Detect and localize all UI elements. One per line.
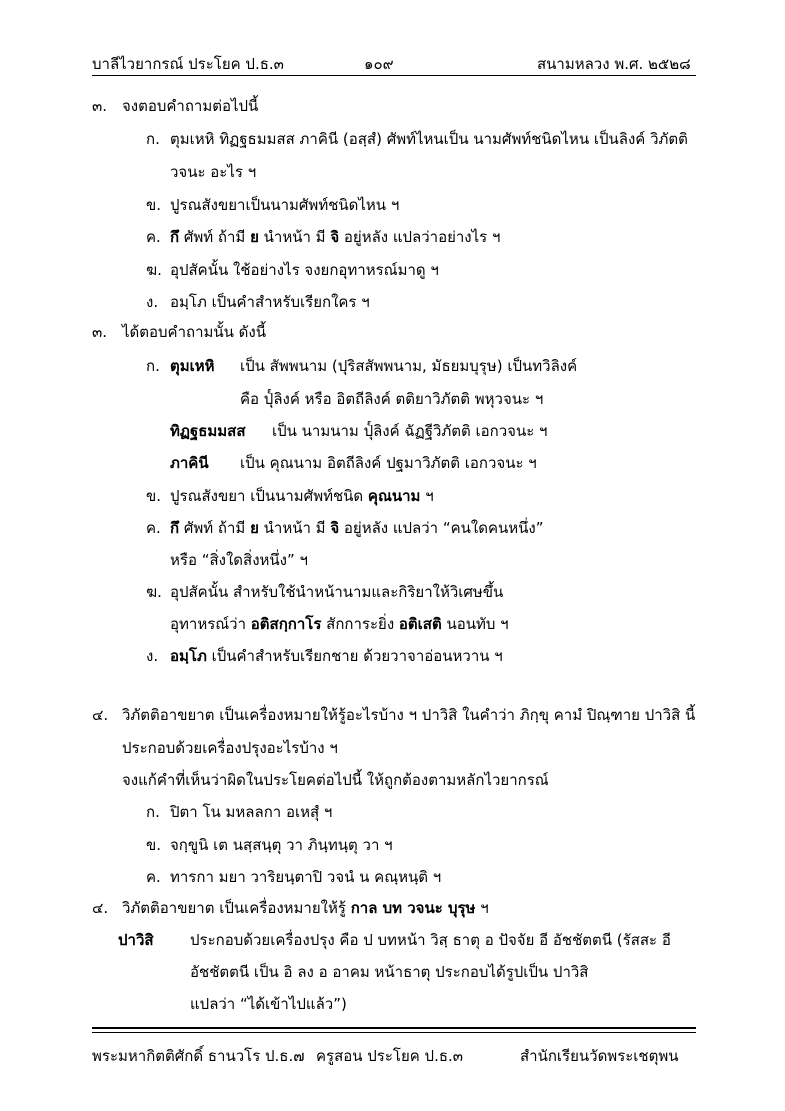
a3-d-example: [170, 614, 509, 634]
page-number: ๑๐๙: [364, 55, 394, 73]
q4-line3: จงแก้คำที่เห็นว่าผิดในประโยคต่อไปนี้ ให้ถูกต้องตามหลักไวยากรณ์: [122, 771, 549, 789]
q3-a-text: ตุมเหหิ ทิฏฐธมมสส ภาคินี (อสฺสํ) ศัพท์ไหนเป็น นามศัพท์ชนิดไหน เป็นลิงค์ วิภัตติ: [170, 130, 688, 148]
a3-c-part1: ศัพท์ ถ้ามี: [179, 519, 251, 537]
header-rule: [92, 75, 696, 76]
a4-line1-bold: กาล บท วจนะ บุรุษ: [350, 899, 476, 917]
q4-line2: ประกอบด้วยเครื่องปรุงอะไรบ้าง ฯ: [122, 739, 338, 757]
q3-c-kim: กึ: [170, 228, 180, 246]
a3-c-text-cont: หรือ “สิ่งใดสิ่งหนึ่ง” ฯ: [170, 551, 308, 569]
a3-b-end: ฯ: [420, 487, 434, 505]
q3-c-part1: ศัพท์ ถ้ามี: [179, 228, 251, 246]
a3-a-desc3: เป็น คุณนาม อิตถีลิงค์ ปฐมาวิภัตติ เอกวจนะ ฯ: [240, 454, 537, 472]
a3-a-marker: ก.: [146, 357, 160, 375]
a3-d-example-word2: อติเสติ: [398, 615, 442, 633]
a3-b-marker: ข.: [146, 487, 162, 505]
a3-d-example-word1: อติสกฺกาโร: [250, 615, 322, 633]
a3-d-example-gloss2: นอนทับ ฯ: [441, 615, 509, 633]
q3-c-text: [170, 227, 500, 247]
q3-a-marker: ก.: [146, 130, 160, 148]
a3-c-marker: ค.: [146, 519, 161, 537]
a4-line1-text: วิภัตติอาขยาต เป็นเครื่องหมายให้รู้: [122, 899, 351, 917]
a3-e-marker: ง.: [146, 647, 159, 665]
a4-number: ๔.: [92, 899, 109, 917]
a3-e-bold: อมฺโภ: [170, 647, 207, 665]
header-exam: สนามหลวง พ.ศ. ๒๕๒๘: [537, 55, 691, 73]
q4-line1: วิภัตติอาขยาต เป็นเครื่องหมายให้รู้อะไรบ้าง ฯ ปาวิสิ ในคำว่า ภิกฺขุ คามํ ปิณฺฑาย ปาวิสิ นี้: [122, 706, 696, 724]
q3-b-marker: ข.: [146, 196, 162, 214]
a3-e-text: [170, 646, 503, 666]
q3-c-part3: อยู่หลัง แปลว่าอย่างไร ฯ: [339, 228, 501, 246]
a3-a-desc1-cont: คือ ปุ๎ลิงค์ หรือ อิตถีลิงค์ ตติยาวิภัตติ พหุวจนะ ฯ: [240, 390, 544, 408]
a4-word: ปาวิสิ: [118, 931, 154, 949]
q3-c-marker: ค.: [146, 228, 161, 246]
a3-number: ๓.: [92, 323, 108, 341]
q3-c-ya: ย: [250, 228, 259, 246]
a3-d-text: อุปสัคนั้น สำหรับใช้นำหน้านามและกิริยาให้วิเศษขึ้น: [170, 583, 504, 601]
q4-b-text: จกฺขูนิ เต นสฺสนฺตุ วา ภินฺทนฺตุ วา ฯ: [170, 836, 393, 854]
a4-line1-end: ฯ: [475, 899, 489, 917]
a3-d-example-gloss1: สักการะยิ่ง: [321, 615, 399, 633]
a3-a-word2: ทิฏฐธมมสส: [170, 422, 246, 440]
a3-b-bold: คุณนาม: [367, 487, 421, 505]
a3-c-ci: จิ: [330, 519, 340, 537]
q3-number: ๓.: [92, 97, 108, 115]
q3-e-marker: ง.: [146, 293, 159, 311]
q3-title: จงตอบคำถามต่อไปนี้: [122, 97, 259, 115]
q4-c-marker: ค.: [146, 868, 161, 886]
footer-rule-thin: [92, 1032, 696, 1033]
q3-a-text-cont: วจนะ อะไร ฯ: [170, 163, 257, 181]
q4-a-marker: ก.: [146, 803, 160, 821]
a3-b-text: [170, 486, 434, 506]
a3-title: ได้ตอบคำถามนั้น ดังนี้: [122, 323, 267, 341]
a3-c-text: [170, 518, 544, 538]
a3-a-word3: ภาคินี: [170, 454, 209, 472]
q4-b-marker: ข.: [146, 836, 162, 854]
q3-e-text: อมฺโภ เป็นคำสำหรับเรียกใคร ฯ: [170, 293, 370, 311]
footer-school: สำนักเรียนวัดพระเชตุพน: [520, 1047, 679, 1065]
a3-c-part3: อยู่หลัง แปลว่า “คนใดคนหนึ่ง”: [339, 519, 544, 537]
a3-a-word1: ตุมเหหิ: [170, 357, 215, 375]
a3-c-ya: ย: [250, 519, 259, 537]
a3-a-desc1: เป็น สัพพนาม (ปุริสสัพพนาม, มัธยมบุรุษ) เป็นทวิลิงค์: [240, 357, 578, 375]
q4-a-text: ปิตา โน มหลลกา อเหสุํ ฯ: [170, 803, 333, 821]
a4-desc1: ประกอบด้วยเครื่องปรุง คือ ป บทหน้า วิสฺ ธาตุ อ ปัจจัย อี อัชชัตตนี (รัสสะ อี: [190, 931, 671, 949]
a3-a-desc2: เป็น นามนาม ปุ๎ลิงค์ ฉัฏฐีวิภัตติ เอกวจนะ ฯ: [272, 422, 548, 440]
q3-d-text: อุปสัคนั้น ใช้อย่างไร จงยกอุทาหรณ์มาดู ฯ: [170, 261, 439, 279]
footer-rule-thick: [92, 1027, 696, 1029]
header-title: บาลีไวยากรณ์ ประโยค ป.ธ.๓: [92, 55, 284, 73]
a3-e-rest: เป็นคำสำหรับเรียกชาย ด้วยวาจาอ่อนหวาน ฯ: [206, 647, 503, 665]
q3-d-marker: ฆ.: [146, 261, 162, 279]
a4-desc2: อัชชัตตนี เป็น อิ ลง อ อาคม หน้าธาตุ ประกอบได้รูปเป็น ปาวิสิ: [190, 963, 589, 981]
footer-author: พระมหากิตติศักดิ์ ธานวโร ป.ธ.๗: [92, 1047, 305, 1065]
q3-c-ci: จิ: [330, 228, 340, 246]
a4-desc3: แปลว่า “ได้เข้าไปแล้ว”): [190, 995, 347, 1013]
a3-c-part2: นำหน้า มี: [258, 519, 331, 537]
a4-line1: [122, 898, 489, 918]
q3-c-part2: นำหน้า มี: [258, 228, 331, 246]
footer-role: ครูสอน ประโยค ป.ธ.๓: [316, 1047, 464, 1065]
q4-number: ๔.: [92, 706, 109, 724]
a3-c-kim: กึ: [170, 519, 180, 537]
q4-c-text: ทารกา มยา วาริยนฺตาปิ วจนํ น คณฺหนฺติ ฯ: [170, 868, 442, 886]
q3-b-text: ปูรณสังขยาเป็นนามศัพท์ชนิดไหน ฯ: [170, 196, 400, 214]
a3-d-example-lead: อุทาหรณ์ว่า: [170, 615, 251, 633]
a3-b-part1: ปูรณสังขยา เป็นนามศัพท์ชนิด: [170, 487, 368, 505]
a3-d-marker: ฆ.: [146, 583, 162, 601]
